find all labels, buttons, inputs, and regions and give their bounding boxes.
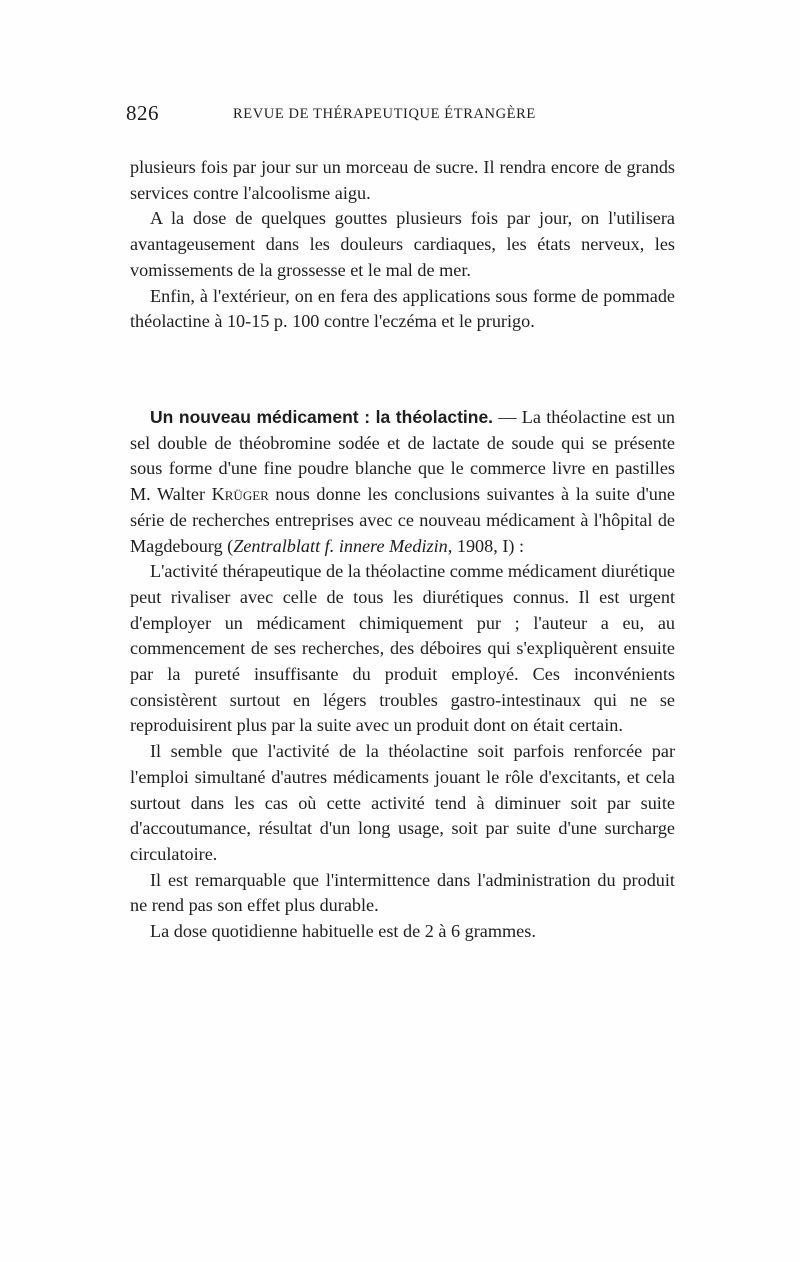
paragraph-external-use: Enfin, à l'extérieur, on en fera des applications sous forme de pommade théolactine à 10-15 p. 100 contre l'eczéma et le prurigo. <box>130 285 675 332</box>
journal-title: Zentralblatt f. innere Medizin <box>233 535 448 556</box>
paragraph-dosage: A la dose de quelques gouttes plusieurs fois par jour, on l'utilisera avantageusement dans les douleurs cardiaques, les états nerveux, les vomissements de la grossesse et le mal de mer. <box>130 208 675 280</box>
intro-text-b: nous donne les conclusions suivantes à la suite d'une série de recherches entreprises avec ce nouveau médicament à l'hôpital de Magdebourg ( <box>130 484 676 556</box>
page-number: 826 <box>126 101 159 125</box>
paragraph-reinforcement: Il semble que l'activité de la théolactine soit parfois renforcée par l'emploi simultané d'autres médicaments jouant le rôle d'excitants, et cela surtout dans les cas où cette activité tend à diminuer soit par suite d'accoutumance, résultat d'un long usage, soit par suite d'une surcharge circulatoire. <box>130 741 675 864</box>
article-heading: Un nouveau médicament : la théolactine. <box>150 407 494 427</box>
page-header <box>126 101 686 131</box>
intro-text-a: — La théolactine est un sel double de théobromine sodée et de lactate de soude qui se présente sous forme d'une fine poudre blanche que le commerce livre en pastilles M. Walter <box>130 407 675 505</box>
paragraph-intermittence: Il est remarquable que l'intermittence dans l'administration du produit ne rend pas son effet plus durable. <box>130 869 675 916</box>
paragraph-activity: L'activité thérapeutique de la théolactine comme médicament diurétique peut rivaliser avec celle de tous les diurétiques connus. Il est urgent d'employer un médicament chimiquement pur ; l'auteur a eu, au commencement de ses recherches, des déboires qui s'expliquèrent ensuite par la pureté insuffisante du produit employé. Ces inconvénients consistèrent surtout en légers troubles gastro-intestinaux qui ne se reproduisirent plus par la suite avec un produit dont on était certain. <box>130 561 675 736</box>
author-name: Krüger <box>211 484 269 505</box>
running-head: REVUE DE THÉRAPEUTIQUE ÉTRANGÈRE <box>233 106 536 122</box>
paragraph-continued: plusieurs fois par jour sur un morceau de sucre. Il rendra encore de grands services contre l'alcoolisme aigu. <box>130 157 675 203</box>
article-intro-paragraph <box>130 405 675 559</box>
intro-text-c: , 1908, I) : <box>447 535 525 556</box>
article-theolactine <box>130 405 675 945</box>
paragraph-daily-dose: La dose quotidienne habituelle est de 2 à 6 grammes. <box>150 921 536 942</box>
continued-article <box>130 155 675 335</box>
